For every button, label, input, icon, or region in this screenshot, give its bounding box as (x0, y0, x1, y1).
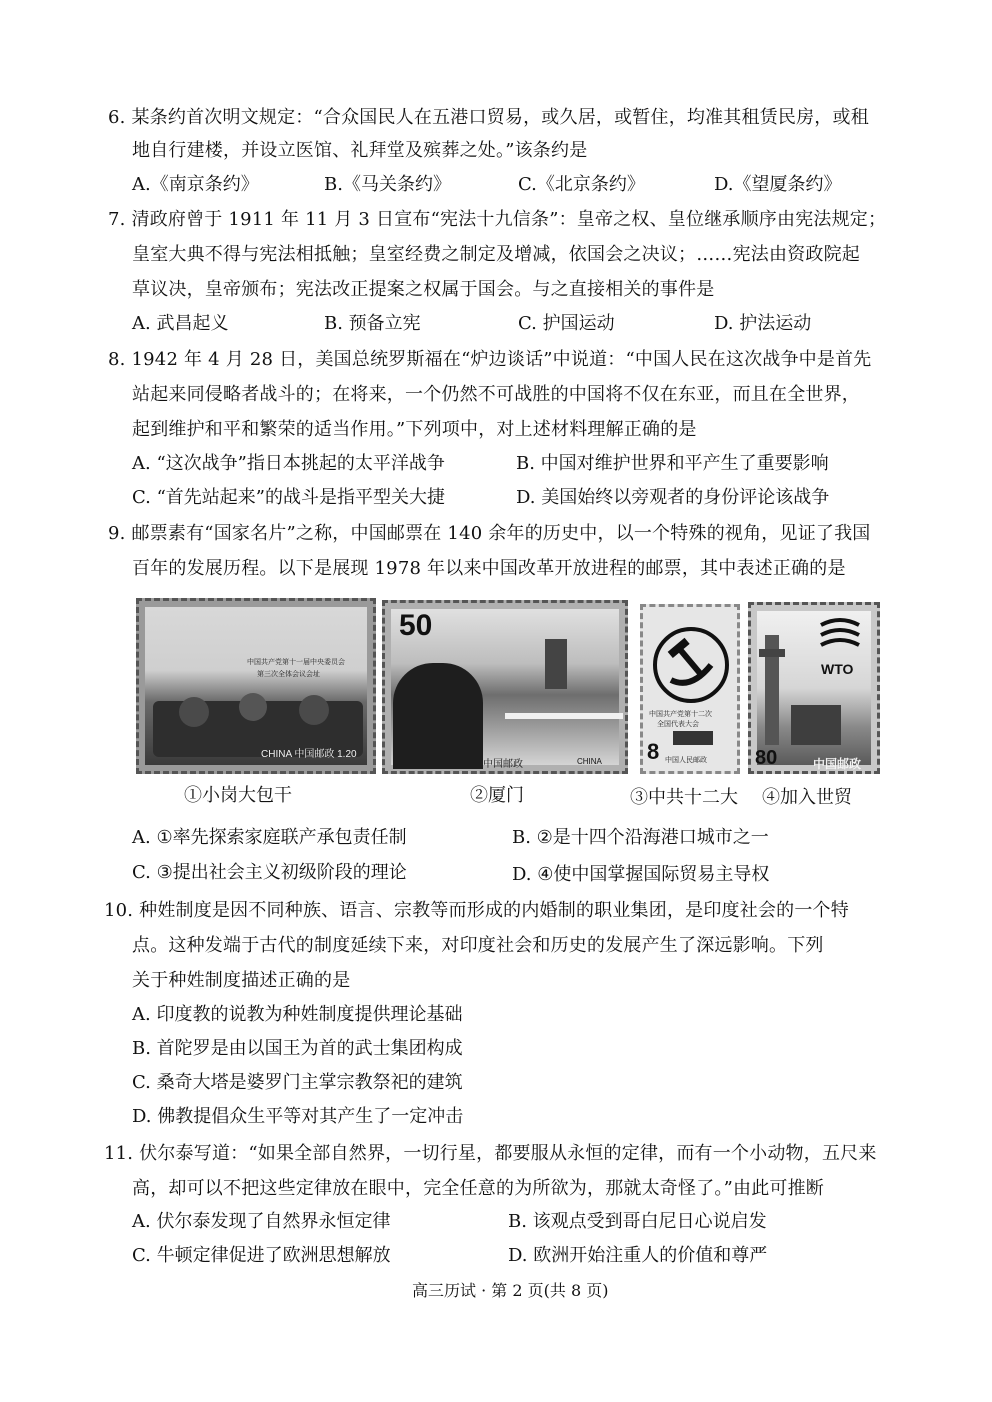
q8-option-c: C. “首先站起来”的战斗是指平型关大捷 (132, 487, 445, 508)
q9-option-c: C. ③提出社会主义初级阶段的理论 (132, 862, 407, 883)
stamp2-country: 中国邮政 (483, 759, 523, 770)
q10-stem-line3: 关于种姓制度描述正确的是 (132, 970, 351, 991)
q8-option-d: D. 美国始终以旁观者的身份评论该战争 (516, 487, 830, 508)
stamp1-title: 中国共产党第十一届中央委员会 (247, 659, 345, 666)
q9-option-a: A. ①率先探索家庭联产承包责任制 (132, 827, 407, 848)
stamp-caption-3: ③中共十二大 (630, 787, 738, 808)
wto-logo-icon (817, 615, 863, 655)
stamp4-value: 80 (755, 747, 778, 769)
stamp1-subtitle: 第三次全体会议会址 (257, 671, 320, 678)
q10-option-b: B. 首陀罗是由以国王为首的武士集团构成 (132, 1038, 463, 1059)
q10-stem-line1: 10. 种姓制度是因不同种族、语言、宗教等而形成的内婚制的职业集团，是印度社会的一个特 (104, 900, 849, 921)
q7-option-d: D. 护法运动 (714, 313, 812, 334)
q8-stem-line3: 起到维护和平和繁荣的适当作用。”下列项中，对上述材料理解正确的是 (132, 419, 697, 440)
q9-stem-line1: 9. 邮票素有“国家名片”之称，中国邮票在 140 余年的历史中，以一个特殊的视角，见证了我国 (108, 523, 871, 544)
q11-stem-line2: 高，却可以不把这些定律放在眼中，完全任意的为所欲为，那就太奇怪了。”由此可推断 (132, 1178, 824, 1199)
stamp-xiamen-image (382, 600, 628, 774)
q7-stem-line2: 皇室大典不得与宪法相抵触；皇室经费之制定及增减，依国会之决议；……宪法由资政院起 (132, 244, 860, 265)
stamp3-title: 中国共产党第十二次 (649, 711, 712, 718)
stamp2-value: 50 (399, 609, 433, 642)
q7-stem-line3: 草议决，皇帝颁布；宪法改正提案之权属于国会。与之直接相关的事件是 (132, 279, 715, 300)
stamp3-value: 8 (647, 739, 660, 764)
q6-option-d: D.《望厦条约》 (714, 174, 842, 195)
q8-stem-line2: 站起来同侵略者战斗的；在将来，一个仍然不可战胜的中国将不仅在东亚，而且在全世界， (132, 384, 860, 405)
q8-option-b: B. 中国对维护世界和平产生了重要影响 (516, 453, 829, 474)
q10-option-a: A. 印度教的说教为种姓制度提供理论基础 (132, 1004, 463, 1025)
q7-stem-line1: 7. 清政府曾于 1911 年 11 月 3 日宣布“宪法十九信条”：皇帝之权、皇位继承顺序由宪法规定； (108, 209, 887, 230)
q6-option-a: A.《南京条约》 (132, 174, 259, 195)
q10-option-d: D. 佛教提倡众生平等对其产生了一定冲击 (132, 1106, 464, 1127)
q10-option-c: C. 桑奇大塔是婆罗门主掌宗教祭祀的建筑 (132, 1072, 463, 1093)
q6-stem-line1: 6. 某条约首次明文规定：“合众国民人在五港口贸易，或久居，或暂住，均准其租赁民房，或租 (108, 107, 869, 128)
stamp-xiaogang-image (136, 598, 376, 774)
q6-stem-line2: 地自行建楼，并设立医馆、礼拜堂及殡葬之处。”该条约是 (132, 140, 588, 161)
stamp3-country: 中国人民邮政 (665, 757, 707, 764)
q6-option-b: B.《马关条约》 (324, 174, 451, 195)
stamp4-wto: WTO (821, 661, 854, 677)
stamp4-country: 中国邮政 (813, 757, 862, 771)
q7-option-a: A. 武昌起义 (132, 313, 229, 334)
page-footer: 高三历试 · 第 2 页(共 8 页) (412, 1281, 609, 1300)
q10-stem-line2: 点。这种发端于古代的制度延续下来，对印度社会和历史的发展产生了深远影响。下列 (132, 935, 824, 956)
stamp1-country: CHINA 中国邮政 1.20 (261, 749, 357, 760)
q11-option-b: B. 该观点受到哥白尼日心说启发 (508, 1211, 767, 1232)
q9-option-d: D. ④使中国掌握国际贸易主导权 (512, 864, 770, 885)
q6-option-c: C.《北京条约》 (518, 174, 645, 195)
q9-option-b: B. ②是十四个沿海港口城市之一 (512, 827, 769, 848)
stamp-caption-4: ④加入世贸 (762, 787, 852, 808)
q11-option-d: D. 欧洲开始注重人的价值和尊严 (508, 1245, 768, 1266)
q8-stem-line1: 8. 1942 年 4 月 28 日，美国总统罗斯福在“炉边谈话”中说道：“中国人民在这次战争中是首先 (108, 349, 872, 370)
hammer-sickle-icon (661, 635, 721, 695)
stamp-caption-1: ①小岗大包干 (184, 785, 292, 806)
q8-option-a: A. “这次战争”指日本挑起的太平洋战争 (132, 453, 445, 474)
stamp3-subtitle: 全国代表大会 (657, 721, 699, 728)
q7-option-b: B. 预备立宪 (324, 313, 421, 334)
stamp-caption-2: ②厦门 (470, 785, 524, 806)
stamp-cpc12-image (640, 604, 740, 774)
q11-option-a: A. 伏尔泰发现了自然界永恒定律 (132, 1211, 391, 1232)
q9-stem-line2: 百年的发展历程。以下是展现 1978 年以来中国改革开放进程的邮票，其中表述正确的是 (132, 558, 846, 579)
q11-option-c: C. 牛顿定律促进了欧洲思想解放 (132, 1245, 391, 1266)
stamp2-country-en: CHINA (577, 757, 602, 766)
q7-option-c: C. 护国运动 (518, 313, 615, 334)
q11-stem-line1: 11. 伏尔泰写道：“如果全部自然界，一切行星，都要服从永恒的定律，而有一个小动物，五尺来 (104, 1143, 877, 1164)
stamp-wto-image (748, 602, 880, 774)
